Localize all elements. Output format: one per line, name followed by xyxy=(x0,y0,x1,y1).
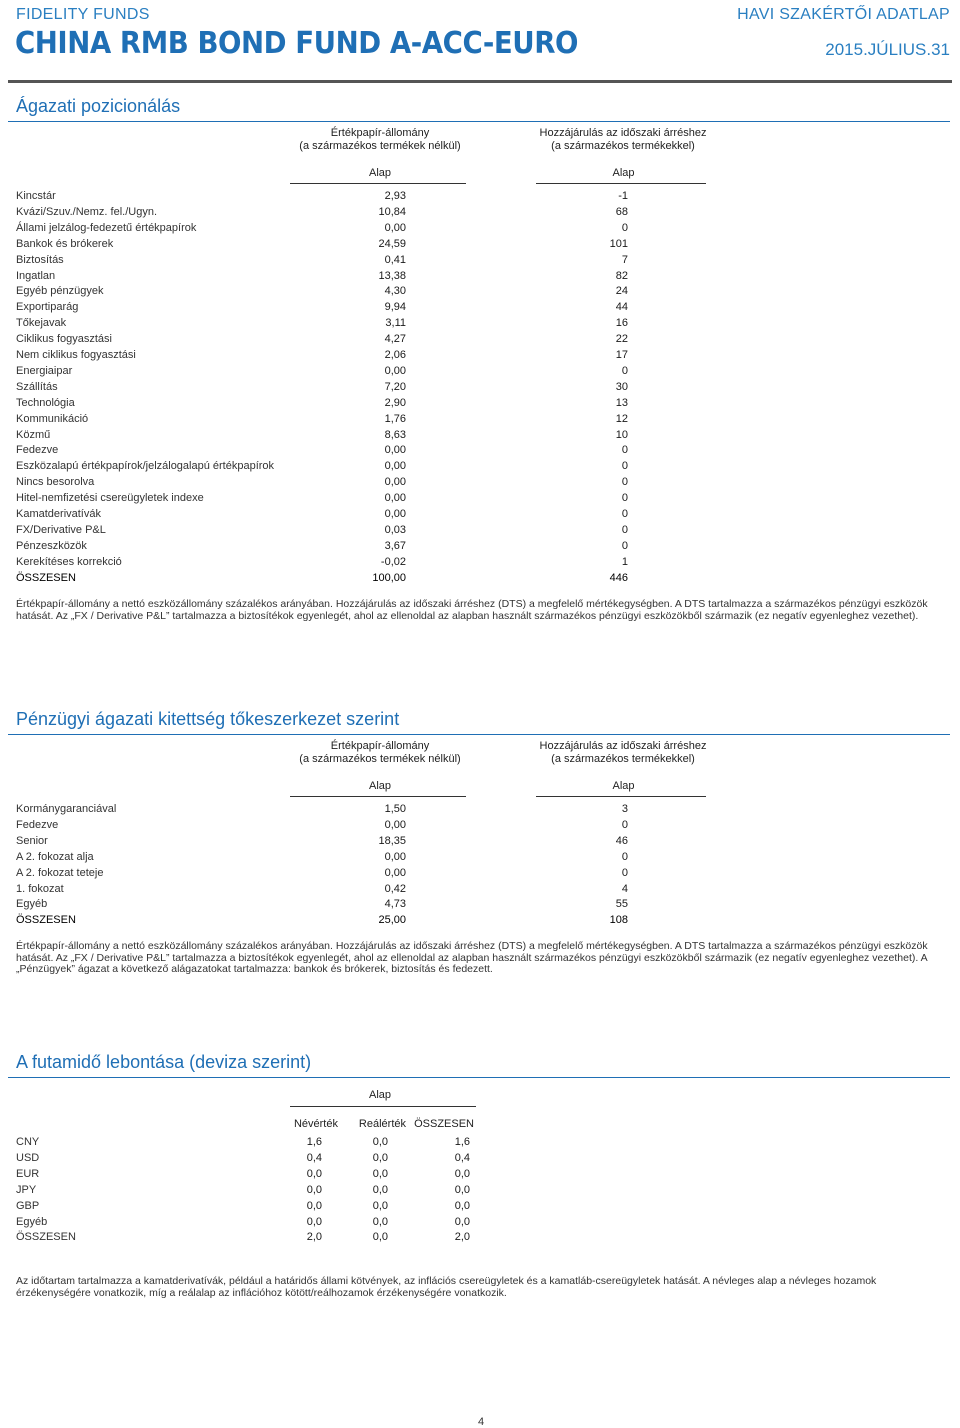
total-label: ÖSSZESEN xyxy=(16,571,76,584)
fund-family-label: FIDELITY FUNDS xyxy=(16,6,150,23)
row-contribution-value: 30 xyxy=(615,380,628,393)
row-contribution-value: 22 xyxy=(615,333,628,346)
financial-footnote: Értékpapír-állomány a nettó eszközállomány százalékos arányában. Hozzájárulás az időszaki árréshez (DTS) a megfelelő mértékegységben. A DTS tartalmazza a származékos pénzügyi eszközök hatását. Az „FX / Derivative P&L” tartalmazza a biztosítékok egyenlegét, ahol az ellenoldal az alapban használt származékos pénzügyi eszközökből származik (ez negatív egyenleghez vezethet). A „Pénzügyek” ágazat a következő alágazatokat tartalmazza: bankok és brókerek, biztosítás és fedezett. xyxy=(16,940,928,975)
row-holding-value: 3,11 xyxy=(385,317,406,330)
table-row xyxy=(16,801,716,817)
maturity-group-rule xyxy=(290,1106,476,1107)
row-label: Nem ciklikus fogyasztási xyxy=(16,349,136,361)
row-holding-value: 0,00 xyxy=(384,508,406,520)
currency-label: JPY xyxy=(16,1183,37,1196)
table-row xyxy=(16,283,716,299)
maturity-section-title: A futamidő lebontása (deviza szerint) xyxy=(16,1052,312,1072)
row-holding-value: 1,50 xyxy=(384,803,406,815)
financial-col2-rule xyxy=(536,796,706,797)
row-label: Közmű xyxy=(16,428,51,441)
row-contribution-value: 82 xyxy=(615,269,628,282)
total-value: 0,0 xyxy=(454,1167,470,1180)
nominal-value: 0,0 xyxy=(306,1167,322,1180)
total-value: 0,4 xyxy=(454,1151,470,1164)
total-nominal-value: 2,0 xyxy=(306,1231,322,1244)
row-contribution-value: 4 xyxy=(621,882,628,895)
row-holding-value: 2,90 xyxy=(384,396,406,409)
currency-label: USD xyxy=(16,1151,40,1164)
table-row xyxy=(16,188,716,204)
page-number: 4 xyxy=(478,1416,485,1428)
real-value: 0,0 xyxy=(372,1215,388,1228)
maturity-footnote: Az időtartam tartalmazza a kamatderivatívák, például a határidős állami kötvények, az inflációs csereügyletek és a kamatláb-csereügyletek hatását. A névleges alap a névleges hozamok érzékenységére vonatkozik, míg a reálalap az inflációhoz kötött/reálhozamok érzékenységére vonatkozik. xyxy=(16,1275,877,1299)
row-label: Exportiparág xyxy=(16,301,79,314)
sector-col1-rule xyxy=(290,183,466,184)
total-total-value: 2,0 xyxy=(454,1231,470,1244)
row-contribution-value: 0 xyxy=(621,364,628,377)
sector-col2-rule xyxy=(536,183,706,184)
table-row xyxy=(16,474,716,490)
header-divider xyxy=(8,80,952,83)
sector-section-title: Ágazati pozicionálás xyxy=(16,96,181,116)
sector-col1-header-line2: (a származékos termékek nélkül) xyxy=(299,140,461,152)
row-contribution-value: 0 xyxy=(621,460,628,473)
row-holding-value: 3,67 xyxy=(384,539,406,552)
total-real-value: 0,0 xyxy=(372,1231,388,1244)
row-label: Senior xyxy=(16,834,48,847)
nominal-value: 0,0 xyxy=(306,1183,322,1196)
total-holding-value: 100,00 xyxy=(372,571,406,584)
row-holding-value: 8,63 xyxy=(384,428,406,441)
maturity-col-total: ÖSSZESEN xyxy=(414,1118,474,1130)
row-holding-value: 0,00 xyxy=(384,850,406,863)
row-contribution-value: 0 xyxy=(621,444,628,457)
row-contribution-value: 13 xyxy=(615,396,628,409)
row-label: Eszközalapú értékpapírok/jelzálogalapú értékpapírok xyxy=(16,460,275,473)
nominal-value: 1,6 xyxy=(306,1136,322,1148)
total-contribution-value: 108 xyxy=(609,914,628,927)
row-label: 1. fokozat xyxy=(16,882,64,895)
row-contribution-value: 3 xyxy=(621,803,628,815)
financial-col2-header-line2: (a származékos termékekkel) xyxy=(551,753,695,765)
row-label: Hitel-nemfizetési csereügyletek indexe xyxy=(16,492,204,505)
sector-col2-header-line2: (a származékos termékekkel) xyxy=(551,140,695,152)
row-label: Technológia xyxy=(16,396,75,409)
financial-col1-header-line1: Értékpapír-állomány xyxy=(330,740,430,752)
row-label: Szállítás xyxy=(16,380,58,393)
total-row xyxy=(16,1229,486,1245)
row-label: Ingatlan xyxy=(16,269,56,282)
table-row xyxy=(16,268,716,284)
row-contribution-value: -1 xyxy=(618,190,628,202)
row-label: A 2. fokozat teteje xyxy=(16,866,104,879)
row-contribution-value: 17 xyxy=(615,349,628,361)
row-holding-value: 10,84 xyxy=(378,205,406,218)
row-contribution-value: 0 xyxy=(621,539,628,552)
row-contribution-value: 68 xyxy=(615,205,628,218)
table-row xyxy=(16,522,716,538)
sector-footnote: Értékpapír-állomány a nettó eszközállomány százalékos arányában. Hozzájárulás az időszaki árréshez (DTS) a megfelelő mértékegységben. A DTS tartalmazza a származékos pénzügyi eszközök hatását. Az „FX / Derivative P&L” tartalmazza a biztosítékok egyenlegét, ahol az ellenoldal az alapban használt származékos pénzügyi eszközökből származik (ez negatív egyenleghez vezethet). xyxy=(16,598,928,622)
financial-col2-header-line1: Hozzájárulás az időszaki árréshez xyxy=(539,740,707,752)
table-row xyxy=(16,1182,486,1198)
report-date: 2015.JÚLIUS.31 xyxy=(825,40,950,59)
nominal-value: 0,0 xyxy=(306,1199,322,1212)
row-label: Kincstár xyxy=(16,190,56,202)
maturity-group-header: Alap xyxy=(368,1089,392,1101)
table-row xyxy=(16,395,716,411)
row-label: Egyéb xyxy=(16,898,48,911)
currency-label: GBP xyxy=(16,1199,40,1212)
financial-col1-header xyxy=(280,740,480,766)
total-value: 0,0 xyxy=(454,1183,470,1196)
table-row xyxy=(16,442,716,458)
row-label: Egyéb pénzügyek xyxy=(16,285,104,298)
row-contribution-value: 0 xyxy=(621,492,628,505)
table-row xyxy=(16,220,716,236)
row-holding-value: 4,27 xyxy=(384,333,406,346)
table-row xyxy=(16,315,716,331)
report-type-label: HAVI SZAKÉRTŐI ADATLAP xyxy=(737,6,950,23)
table-row xyxy=(16,506,716,522)
total-contribution-value: 446 xyxy=(609,571,628,584)
table-row xyxy=(16,252,716,268)
row-contribution-value: 44 xyxy=(615,301,628,314)
row-label: Bankok és brókerek xyxy=(16,237,114,250)
row-label: Tőkejavak xyxy=(16,317,67,330)
row-label: Kvázi/Szuv./Nemz. fel./Ugyn. xyxy=(16,205,158,218)
table-row xyxy=(16,896,716,912)
row-label: A 2. fokozat alja xyxy=(16,850,94,863)
row-contribution-value: 24 xyxy=(615,285,628,298)
row-holding-value: -0,02 xyxy=(380,555,406,568)
row-holding-value: 0,00 xyxy=(384,460,406,473)
row-contribution-value: 46 xyxy=(615,834,628,847)
row-contribution-value: 0 xyxy=(621,850,628,863)
table-row xyxy=(16,538,716,554)
sector-col1-header xyxy=(280,127,480,153)
real-value: 0,0 xyxy=(372,1199,388,1212)
table-row xyxy=(16,817,716,833)
row-holding-value: 0,42 xyxy=(384,882,406,895)
table-row xyxy=(16,1134,486,1150)
real-value: 0,0 xyxy=(372,1183,388,1196)
row-holding-value: 1,76 xyxy=(384,412,406,425)
table-row xyxy=(16,554,716,570)
row-holding-value: 0,00 xyxy=(384,492,406,505)
table-row xyxy=(16,1166,486,1182)
row-contribution-value: 1 xyxy=(621,555,628,568)
table-row xyxy=(16,849,716,865)
row-contribution-value: 0 xyxy=(621,508,628,520)
row-label: Kommunikáció xyxy=(16,412,89,425)
table-row xyxy=(16,411,716,427)
financial-col2-subheader: Alap xyxy=(612,780,635,792)
maturity-col-real: Reálérték xyxy=(358,1118,406,1130)
currency-label: Egyéb xyxy=(16,1215,48,1228)
row-label: Kormánygaranciával xyxy=(16,803,117,815)
row-label: Biztosítás xyxy=(16,253,64,266)
total-row xyxy=(16,570,716,586)
table-row xyxy=(16,833,716,849)
row-label: Kerekítéses korrekció xyxy=(16,555,122,568)
total-value: 1,6 xyxy=(454,1136,470,1148)
row-holding-value: 0,41 xyxy=(384,253,406,266)
row-holding-value: 9,94 xyxy=(384,301,406,314)
row-contribution-value: 0 xyxy=(621,476,628,489)
row-label: Ciklikus fogyasztási xyxy=(16,333,112,346)
row-label: Nincs besorolva xyxy=(16,476,95,489)
row-contribution-value: 0 xyxy=(621,866,628,879)
maturity-col-nominal: Névérték xyxy=(293,1118,338,1130)
table-row xyxy=(16,1150,486,1166)
currency-label: CNY xyxy=(16,1136,40,1148)
table-row xyxy=(16,881,716,897)
table-row xyxy=(16,379,716,395)
total-holding-value: 25,00 xyxy=(378,914,406,927)
row-contribution-value: 7 xyxy=(621,253,628,266)
maturity-section-rule xyxy=(8,1077,950,1078)
row-holding-value: 7,20 xyxy=(384,380,406,393)
row-label: Pénzeszközök xyxy=(16,539,87,552)
row-label: Fedezve xyxy=(16,444,59,457)
table-row xyxy=(16,1214,486,1230)
total-row xyxy=(16,912,716,928)
row-contribution-value: 10 xyxy=(615,428,628,441)
row-label: Kamatderivatívák xyxy=(16,508,101,520)
table-row xyxy=(16,363,716,379)
row-holding-value: 0,00 xyxy=(384,364,406,377)
sector-col1-header-line1: Értékpapír-állomány xyxy=(330,127,430,139)
real-value: 0,0 xyxy=(372,1136,388,1148)
total-label: ÖSSZESEN xyxy=(16,914,76,927)
row-holding-value: 2,93 xyxy=(384,190,406,202)
financial-col1-header-line2: (a származékos termékek nélkül) xyxy=(299,753,461,765)
table-row xyxy=(16,331,716,347)
row-holding-value: 2,06 xyxy=(384,349,406,361)
row-contribution-value: 101 xyxy=(609,237,628,250)
row-holding-value: 0,00 xyxy=(384,476,406,489)
row-holding-value: 4,30 xyxy=(384,285,406,298)
table-row xyxy=(16,427,716,443)
sector-col2-subheader: Alap xyxy=(612,167,635,179)
table-row xyxy=(16,204,716,220)
row-holding-value: 0,03 xyxy=(384,523,406,536)
nominal-value: 0,4 xyxy=(306,1151,322,1164)
total-value: 0,0 xyxy=(454,1215,470,1228)
sector-col2-header-line1: Hozzájárulás az időszaki árréshez xyxy=(539,127,707,139)
table-row xyxy=(16,236,716,252)
real-value: 0,0 xyxy=(372,1151,388,1164)
row-holding-value: 0,00 xyxy=(384,221,406,234)
table-row xyxy=(16,458,716,474)
financial-section-rule xyxy=(8,734,950,735)
row-contribution-value: 12 xyxy=(615,412,628,425)
row-holding-value: 0,00 xyxy=(384,866,406,879)
row-holding-value: 24,59 xyxy=(378,237,406,250)
table-row xyxy=(16,299,716,315)
row-label: Állami jelzálog-fedezetű értékpapírok xyxy=(16,221,197,234)
row-label: FX/Derivative P&L xyxy=(16,523,106,536)
table-row xyxy=(16,490,716,506)
row-contribution-value: 0 xyxy=(621,818,628,831)
total-label: ÖSSZESEN xyxy=(16,1231,76,1244)
table-row xyxy=(16,347,716,363)
table-row xyxy=(16,1198,486,1214)
nominal-value: 0,0 xyxy=(306,1215,322,1228)
financial-col1-subheader: Alap xyxy=(368,780,392,792)
currency-label: EUR xyxy=(16,1167,40,1180)
sector-section-rule xyxy=(8,121,950,122)
row-holding-value: 0,00 xyxy=(384,444,406,457)
row-holding-value: 18,35 xyxy=(378,834,406,847)
row-contribution-value: 0 xyxy=(621,221,628,234)
row-contribution-value: 55 xyxy=(615,898,628,911)
table-row xyxy=(16,865,716,881)
total-value: 0,0 xyxy=(454,1199,470,1212)
fund-name-title: CHINA RMB BOND FUND A-ACC-EURO xyxy=(15,26,579,61)
sector-col1-subheader: Alap xyxy=(368,167,392,179)
row-holding-value: 4,73 xyxy=(384,898,406,911)
sector-col2-header xyxy=(518,127,728,153)
real-value: 0,0 xyxy=(372,1167,388,1180)
financial-col2-header xyxy=(518,740,728,766)
row-holding-value: 0,00 xyxy=(384,818,406,831)
row-label: Fedezve xyxy=(16,818,59,831)
row-contribution-value: 0 xyxy=(621,523,628,536)
row-contribution-value: 16 xyxy=(615,317,628,330)
row-holding-value: 13,38 xyxy=(378,269,406,282)
financial-section-title: Pénzügyi ágazati kitettség tőkeszerkezet szerint xyxy=(16,709,400,729)
row-label: Energiaipar xyxy=(16,364,73,377)
financial-col1-rule xyxy=(290,796,466,797)
